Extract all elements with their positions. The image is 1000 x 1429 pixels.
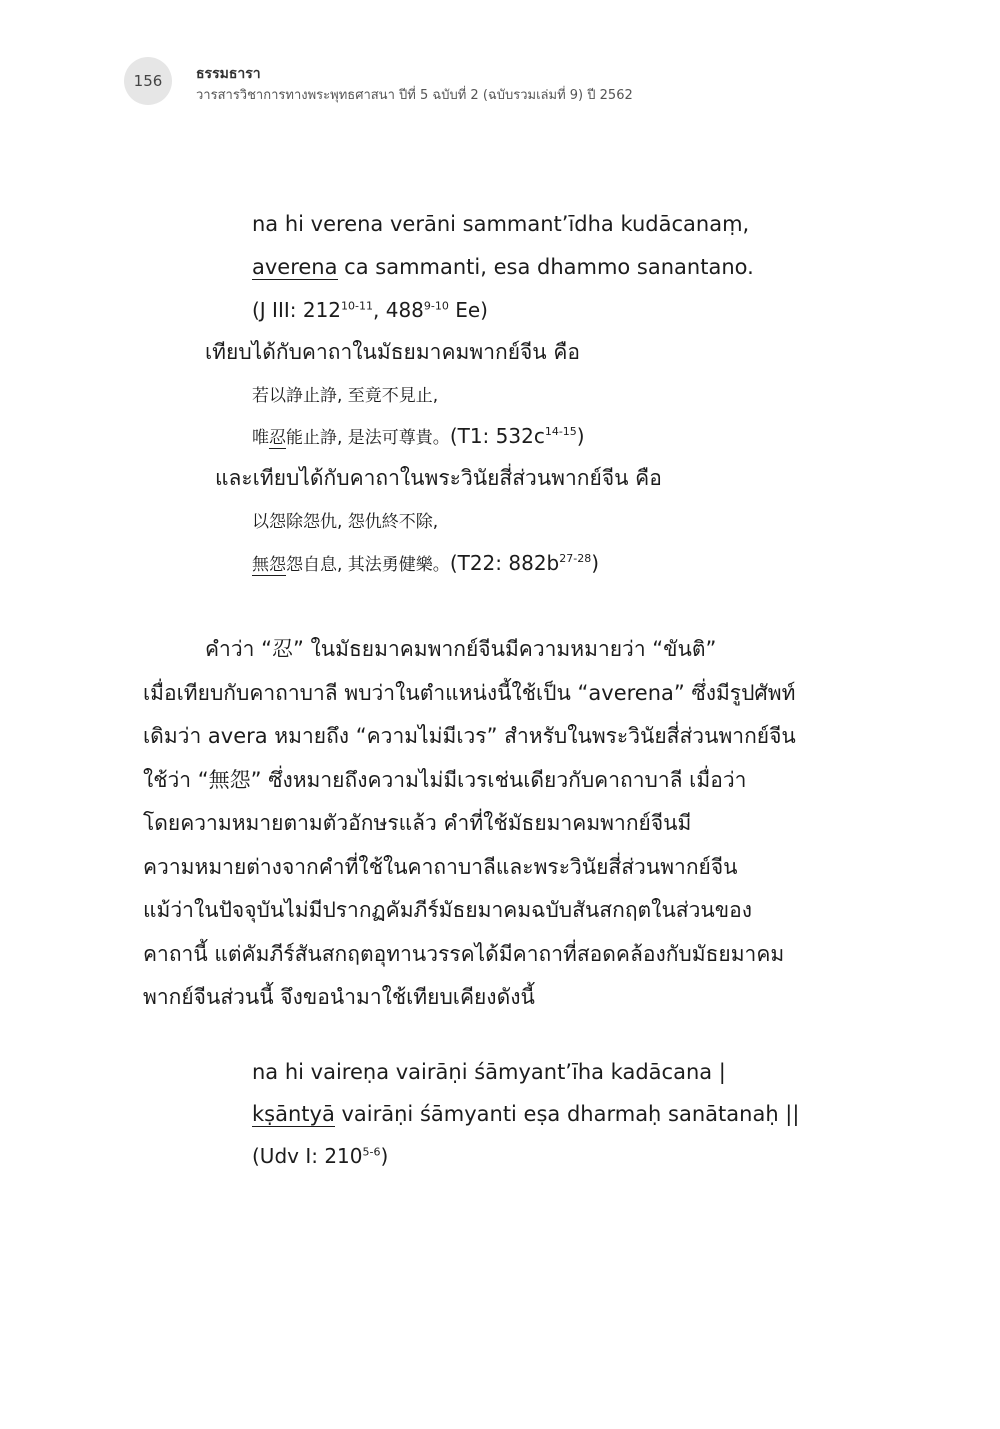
ref-sup: 10-11 (341, 299, 373, 313)
madhyama-intro: เทียบได้กับคาถาในมัธยมาคมพากย์จีน คือ (205, 340, 580, 364)
sanskrit-reference (252, 1141, 388, 1171)
ref-prefix: (J III: 212 (252, 298, 342, 322)
ref-prefix: (Udv I: 210 (252, 1144, 363, 1168)
paragraph-line: แม้ว่าในปัจจุบันไม่มีปรากฏคัมภีร์มัธยมาคมฉบับสันสกฤตในส่วนของ (143, 898, 752, 922)
paragraph-line: ใช้ว่า “無怨” ซึ่งหมายถึงความไม่มีเวรเช่นเดียวกับคาถาบาลี เมื่อว่า (143, 767, 747, 792)
vinaya-line-2-rest: 怨自息, 其法勇健樂。 (286, 555, 450, 575)
madhyama-verse-line-2 (252, 421, 585, 453)
ref-sup: 9-10 (423, 299, 449, 313)
journal-name: ธรรมธารา (196, 66, 261, 82)
ref-suffix: ) (576, 424, 585, 448)
paragraph-line: เมื่อเทียบกับคาถาบาลี พบว่าในตำแหน่งนี้ใช้เป็น “averena” ซึ่งมีรูปศัพท์ (143, 680, 796, 705)
paragraph-line: คาถานี้ แต่คัมภีร์สันสกฤตอุทานวรรคได้มีคาถาที่สอดคล้องกับมัธยมาคม (143, 941, 785, 966)
paragraph-line: คำว่า “忍” ในมัธยมาคมพากย์จีนมีความหมายว่า “ขันติ” (205, 637, 717, 661)
madhyama-line-2-rest: 能止諍, 是法可尊貴。 (286, 428, 450, 448)
journal-subtitle: วารสารวิชาการทางพระพุทธศาสนา ปีที่ 5 ฉบับที่ 2 (ฉบับรวมเล่มที่ 9) ปี 2562 (196, 88, 633, 103)
sanskrit-verse-line-2 (252, 1099, 799, 1129)
madhyama-verse-line-1: 若以諍止諍, 至竟不見止, (252, 386, 439, 406)
sanskrit-line-2-rest: vairāṇi śāmyanti eṣa dharmaḥ sanātanaḥ || (334, 1102, 800, 1126)
ref-prefix: (T22: 882b (449, 551, 560, 575)
vinaya-verse-line-2 (252, 548, 599, 580)
ref-sup: 27-28 (559, 552, 592, 565)
vinaya-verse-line-1: 以怨除怨仇, 怨仇終不除, (252, 512, 439, 532)
pali-verse-line-1: na hi verena verāni sammant’īdha kudācanaṃ, (252, 212, 750, 236)
page-number-badge: 156 (124, 57, 172, 105)
paragraph-line: พากย์จีนส่วนนี้ จึงขอนำมาใช้เทียบเคียงดังนี้ (143, 985, 535, 1009)
madhyama-line-2-pre: 唯 (252, 428, 269, 448)
ref-suffix: ) (380, 1144, 389, 1168)
sanskrit-underlined-word: kṣāntyā (252, 1102, 335, 1126)
vinaya-underlined-chars: 無怨 (252, 555, 286, 575)
ref-prefix: (T1: 532c (449, 424, 545, 448)
ref-suffix: ) (591, 551, 600, 575)
paragraph-line: ความหมายต่างจากคำที่ใช้ในคาถาบาลีและพระวินัยสี่ส่วนพากย์จีน (143, 854, 738, 879)
ref-suffix: Ee) (448, 298, 488, 322)
ref-sup: 14-15 (544, 425, 577, 438)
sanskrit-verse-line-1: na hi vaireṇa vairāṇi śāmyant’īha kadācana | (252, 1060, 726, 1084)
pali-verse-line-2 (252, 252, 754, 282)
ref-mid: , 488 (373, 298, 424, 322)
madhyama-underlined-char: 忍 (269, 428, 286, 448)
vinaya-intro: และเทียบได้กับคาถาในพระวินัยสี่ส่วนพากย์จีน คือ (215, 466, 662, 490)
pali-reference (252, 295, 488, 325)
body-paragraph (143, 628, 831, 1020)
pali-underlined-word: averena (252, 255, 338, 279)
paragraph-line: โดยความหมายตามตัวอักษรแล้ว คำที่ใช้มัธยมาคมพากย์จีนมี (143, 811, 692, 835)
ref-sup: 5-6 (362, 1145, 381, 1159)
paragraph-line: เดิมว่า avera หมายถึง “ความไม่มีเวร” สำหรับในพระวินัยสี่ส่วนพากย์จีน (143, 724, 796, 748)
pali-line-2-rest: ca sammanti, esa dhammo sanantano. (337, 255, 754, 279)
